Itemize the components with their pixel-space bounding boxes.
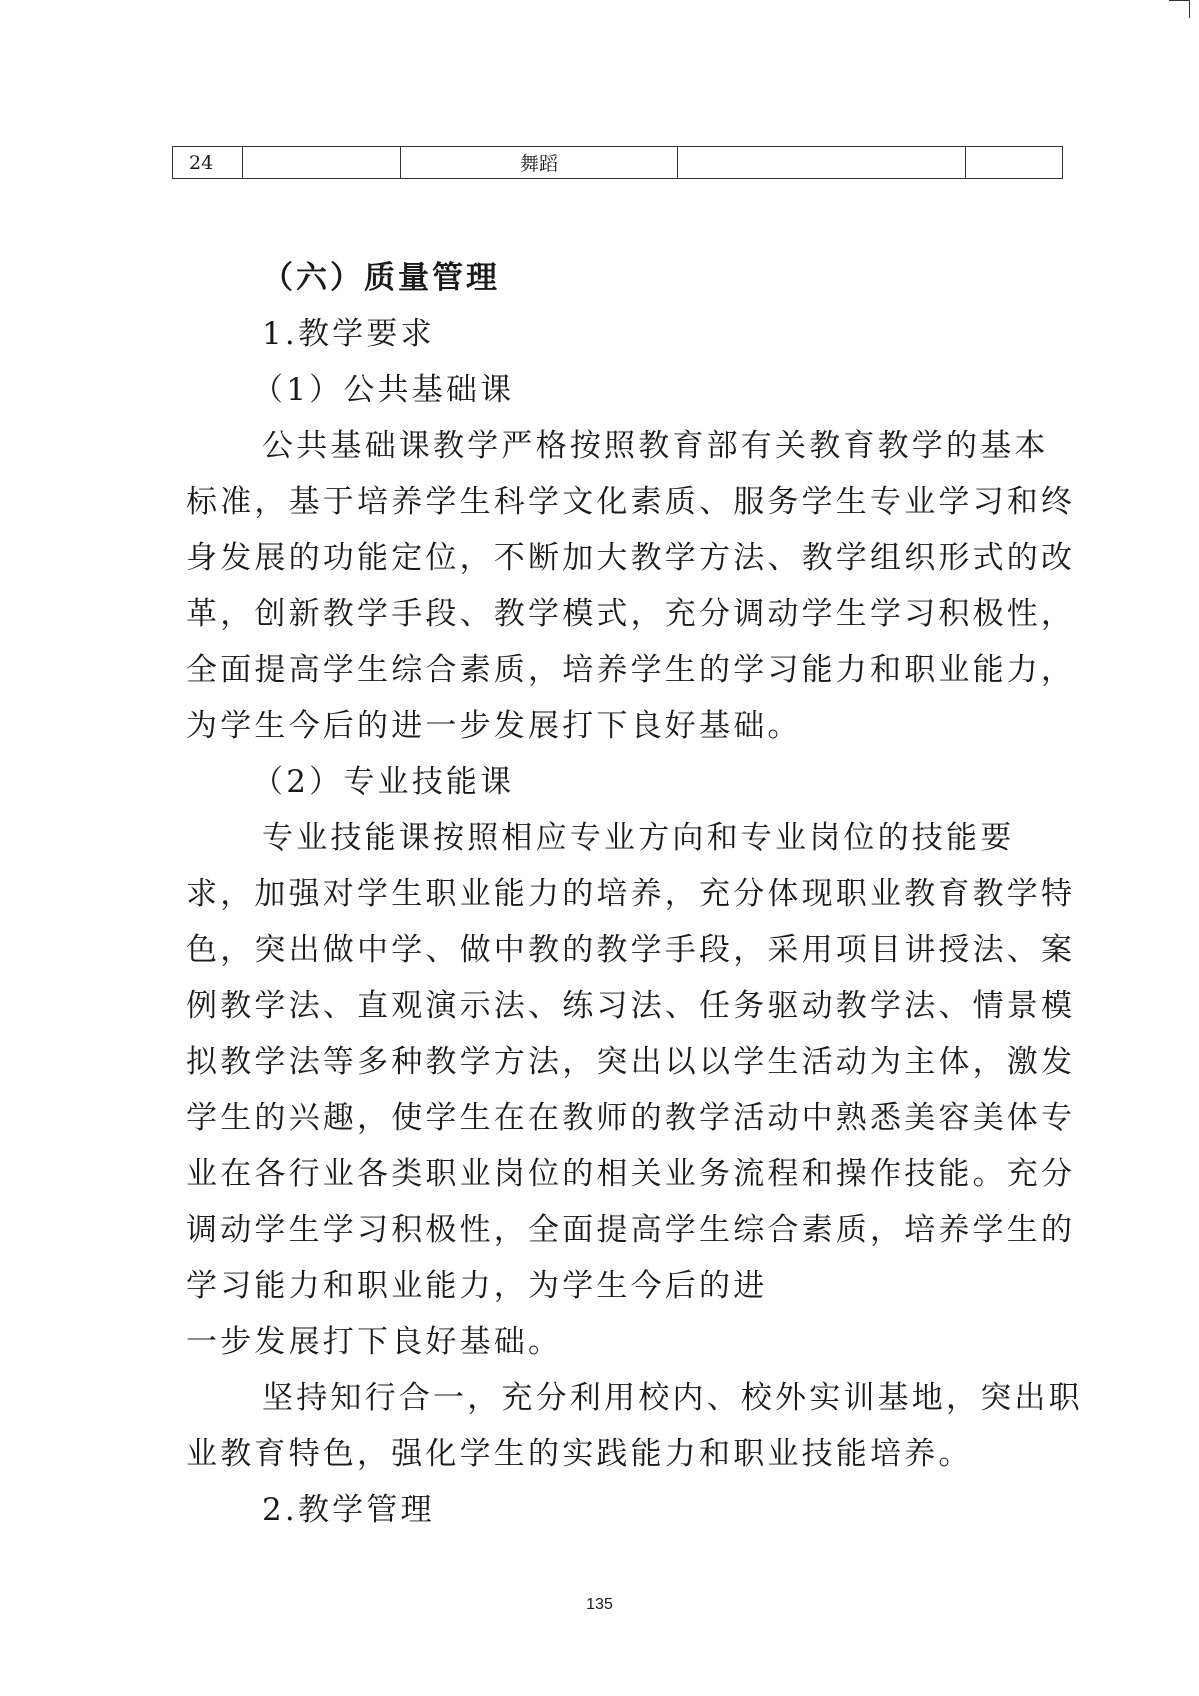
table-cell-number: 24: [173, 147, 243, 179]
paragraph-line: 公共基础课教学严格按照教育部有关教育教学的基本: [262, 428, 1049, 464]
crop-mark: [1169, 0, 1199, 20]
paragraph-line: 学习能力和职业能力，为学生今后的进: [186, 1268, 768, 1304]
paragraph-line: 身发展的功能定位，不断加大教学方法、教学组织形式的改: [186, 540, 1076, 576]
table-cell: [678, 147, 966, 179]
paragraph-line: 拟教学法等多种教学方法，突出以以学生活动为主体，激发: [186, 1044, 1076, 1080]
subheading: （1）公共基础课: [252, 372, 515, 408]
paragraph-line: 一步发展打下良好基础。: [186, 1324, 563, 1360]
table-row: [173, 147, 1063, 179]
paragraph-line: 学生的兴趣，使学生在在教师的教学活动中熟悉美容美体专: [186, 1100, 1076, 1136]
paragraph-line: 革，创新教学手段、教学模式，充分调动学生学习积极性，: [186, 596, 1076, 632]
paragraph-line: 专业技能课按照相应专业方向和专业岗位的技能要: [262, 820, 1015, 856]
subheading: 1.教学要求: [262, 316, 435, 352]
table-cell: [243, 147, 401, 179]
paragraph-line: 调动学生学习积极性，全面提高学生综合素质，培养学生的: [186, 1212, 1076, 1248]
paragraph-line: 例教学法、直观演示法、练习法、任务驱动教学法、情景模: [186, 988, 1076, 1024]
paragraph-line: 业在各行业各类职业岗位的相关业务流程和操作技能。充分: [186, 1156, 1076, 1192]
paragraph-line: 全面提高学生综合素质，培养学生的学习能力和职业能力，: [186, 652, 1076, 688]
paragraph-line: 色，突出做中学、做中教的教学手段，采用项目讲授法、案: [186, 932, 1076, 968]
table-cell-course: 舞蹈: [401, 147, 678, 179]
subheading: 2.教学管理: [262, 1492, 435, 1528]
paragraph-line: 为学生今后的进一步发展打下良好基础。: [186, 708, 802, 744]
course-table: [172, 146, 1063, 179]
section-heading: （六）质量管理: [262, 260, 500, 296]
paragraph-line: 求，加强对学生职业能力的培养，充分体现职业教育教学特: [186, 876, 1076, 912]
page-number: 135: [586, 1596, 613, 1613]
table-cell: [966, 147, 1063, 179]
paragraph-line: 坚持知行合一，充分利用校内、校外实训基地，突出职: [262, 1380, 1083, 1416]
paragraph-line: 标准，基于培养学生科学文化素质、服务学生专业学习和终: [186, 484, 1076, 520]
subheading: （2）专业技能课: [252, 764, 515, 800]
document-body: [186, 250, 1083, 1538]
paragraph-line: 业教育特色，强化学生的实践能力和职业技能培养。: [186, 1436, 973, 1472]
